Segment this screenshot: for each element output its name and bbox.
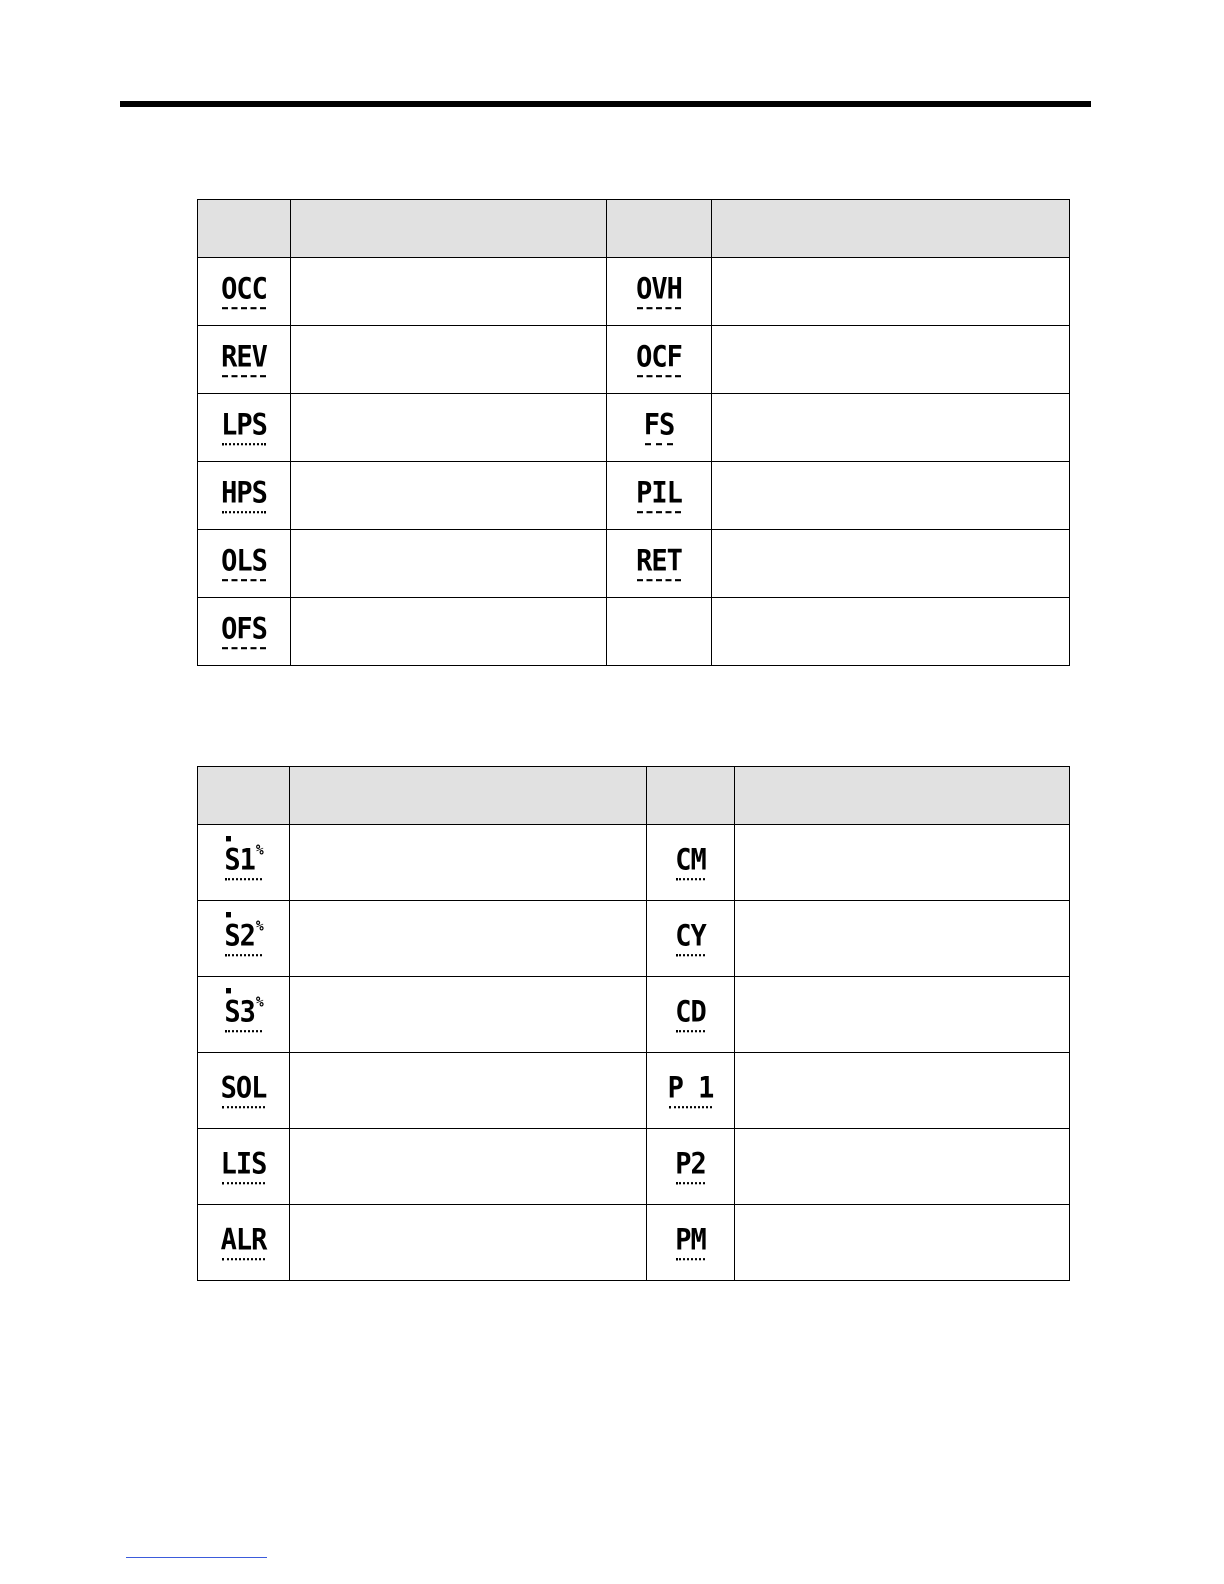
lcd-code: REV bbox=[221, 342, 267, 377]
table-row bbox=[198, 1205, 1070, 1281]
code-cell bbox=[198, 530, 291, 598]
code-cell bbox=[198, 598, 291, 666]
code-cell bbox=[607, 326, 712, 394]
code-cell bbox=[647, 977, 735, 1053]
header-cell bbox=[291, 200, 607, 258]
table-row bbox=[198, 258, 1070, 326]
code-text: S3 bbox=[224, 995, 255, 1029]
table-row bbox=[198, 326, 1070, 394]
description-cell bbox=[291, 394, 607, 462]
code-cell bbox=[607, 530, 712, 598]
lcd-code: PM bbox=[675, 1225, 706, 1260]
description-cell bbox=[712, 326, 1070, 394]
code-cell bbox=[647, 1053, 735, 1129]
footer-link-underline bbox=[126, 1557, 267, 1558]
description-cell bbox=[290, 825, 647, 901]
description-cell bbox=[290, 1053, 647, 1129]
code-cell bbox=[198, 394, 291, 462]
code-cell bbox=[198, 977, 290, 1053]
table-row bbox=[198, 530, 1070, 598]
lcd-code: HPS bbox=[221, 478, 267, 513]
table-row bbox=[198, 825, 1070, 901]
header-cell bbox=[735, 767, 1070, 825]
description-cell bbox=[735, 1205, 1070, 1281]
code-cell bbox=[607, 394, 712, 462]
lcd-code: OLS bbox=[221, 546, 267, 581]
description-cell bbox=[291, 462, 607, 530]
header-rule bbox=[120, 101, 1091, 107]
code-cell bbox=[198, 326, 291, 394]
code-text: S1 bbox=[224, 843, 255, 877]
code-cell bbox=[198, 1053, 290, 1129]
lcd-code bbox=[224, 841, 263, 880]
lcd-code: LIS bbox=[221, 1149, 267, 1184]
lcd-code: LPS bbox=[221, 410, 267, 445]
code-cell bbox=[198, 1129, 290, 1205]
header-cell bbox=[712, 200, 1070, 258]
lcd-code: OCF bbox=[636, 342, 682, 377]
description-cell bbox=[735, 901, 1070, 977]
lcd-code: PIL bbox=[636, 478, 682, 513]
description-cell bbox=[712, 530, 1070, 598]
lcd-code: SOL bbox=[221, 1073, 267, 1108]
header-cell bbox=[198, 767, 290, 825]
lcd-code: OCC bbox=[221, 274, 267, 309]
lcd-code: OFS bbox=[221, 614, 267, 649]
description-cell bbox=[735, 1053, 1070, 1129]
code-cell bbox=[198, 462, 291, 530]
description-cell bbox=[291, 326, 607, 394]
code-cell bbox=[647, 1205, 735, 1281]
lcd-code: CD bbox=[675, 997, 706, 1032]
lcd-code: CY bbox=[675, 921, 706, 956]
description-cell bbox=[712, 462, 1070, 530]
header-cell bbox=[647, 767, 735, 825]
lcd-code: P 1 bbox=[668, 1073, 714, 1108]
header-cell bbox=[290, 767, 647, 825]
lcd-code: OVH bbox=[636, 274, 682, 309]
description-cell bbox=[290, 977, 647, 1053]
description-cell bbox=[735, 825, 1070, 901]
table-row bbox=[198, 901, 1070, 977]
code-cell bbox=[198, 901, 290, 977]
code-cell bbox=[607, 462, 712, 530]
percent-suffix: % bbox=[255, 841, 263, 859]
table-header-row bbox=[198, 767, 1070, 825]
table-row bbox=[198, 462, 1070, 530]
code-cell bbox=[647, 825, 735, 901]
status-codes-table bbox=[197, 766, 1070, 1281]
description-cell bbox=[290, 901, 647, 977]
description-cell bbox=[291, 598, 607, 666]
code-cell bbox=[647, 1129, 735, 1205]
lcd-code bbox=[224, 917, 263, 956]
code-cell bbox=[607, 598, 712, 666]
description-cell bbox=[735, 977, 1070, 1053]
percent-suffix: % bbox=[255, 917, 263, 935]
description-cell bbox=[712, 394, 1070, 462]
description-cell bbox=[291, 258, 607, 326]
description-cell bbox=[290, 1129, 647, 1205]
code-cell bbox=[647, 901, 735, 977]
lcd-code: P2 bbox=[675, 1149, 706, 1184]
table-row bbox=[198, 598, 1070, 666]
description-cell bbox=[291, 530, 607, 598]
table-row bbox=[198, 1129, 1070, 1205]
lcd-code: RET bbox=[636, 546, 682, 581]
description-cell bbox=[735, 1129, 1070, 1205]
lcd-code: CM bbox=[675, 845, 706, 880]
percent-suffix: % bbox=[255, 993, 263, 1011]
description-cell bbox=[712, 598, 1070, 666]
code-cell bbox=[198, 825, 290, 901]
indicator-dot-icon bbox=[226, 988, 231, 993]
lcd-code: ALR bbox=[221, 1225, 267, 1260]
fault-codes-table bbox=[197, 199, 1070, 666]
lcd-code bbox=[224, 993, 263, 1032]
code-text: S2 bbox=[224, 919, 255, 953]
lcd-code: FS bbox=[644, 410, 675, 445]
header-cell bbox=[607, 200, 712, 258]
code-cell bbox=[198, 258, 291, 326]
code-cell bbox=[198, 1205, 290, 1281]
indicator-dot-icon bbox=[226, 912, 231, 917]
table-row bbox=[198, 977, 1070, 1053]
description-cell bbox=[290, 1205, 647, 1281]
description-cell bbox=[712, 258, 1070, 326]
code-cell bbox=[607, 258, 712, 326]
header-cell bbox=[198, 200, 291, 258]
table-header-row bbox=[198, 200, 1070, 258]
table-row bbox=[198, 394, 1070, 462]
table-row bbox=[198, 1053, 1070, 1129]
indicator-dot-icon bbox=[226, 836, 231, 841]
